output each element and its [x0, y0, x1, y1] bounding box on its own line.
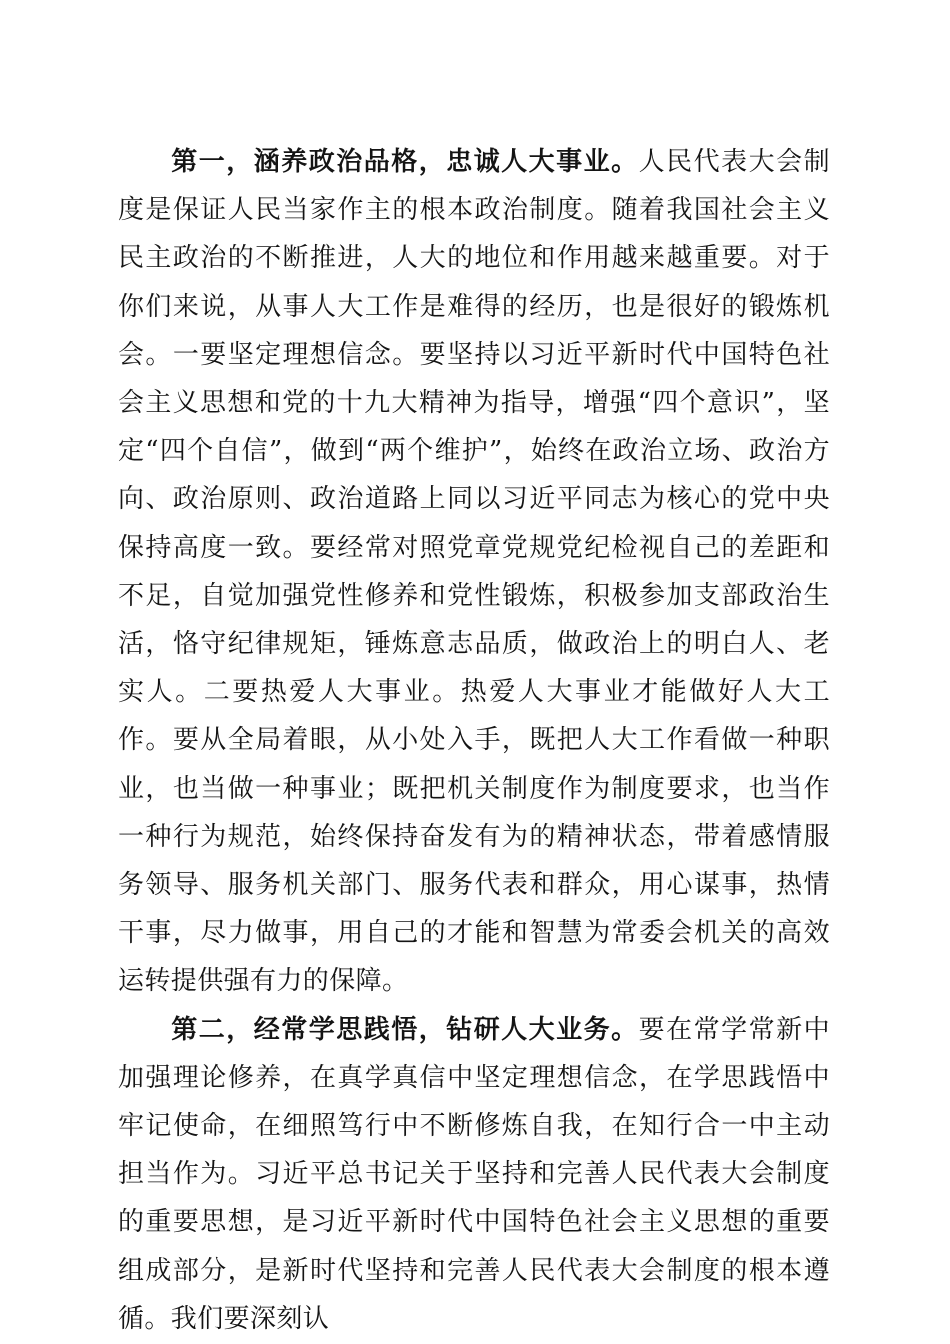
paragraph-2-text: 要在常学常新中加强理论修养，在真学真信中坚定理想信念，在学思践悟中牢记使命，在细照笃行中不断修炼自我，在知行合一中主动担当作为。习近平总书记关于坚持和完善人民代表大会制度的重要思想，是习近平新时代中国特色社会主义思想的重要组成部分，是新时代坚持和完善人民代表大会制度的根本遵循。我们要深刻认: [118, 1014, 830, 1334]
document-body: [118, 138, 830, 1343]
paragraph-1: [118, 138, 830, 1006]
paragraph-1-text: 人民代表大会制度是保证人民当家作主的根本政治制度。随着我国社会主义民主政治的不断推进，人大的地位和作用越来越重要。对于你们来说，从事人大工作是难得的经历，也是很好的锻炼机会。一要坚定理想信念。要坚持以习近平新时代中国特色社会主义思想和党的十九大精神为指导，增强“四个意识”，坚定“四个自信”，做到“两个维护”，始终在政治立场、政治方向、政治原则、政治道路上同以习近平同志为核心的党中央保持高度一致。要经常对照党章党规党纪检视自己的差距和不足，自觉加强党性修养和党性锻炼，积极参加支部政治生活，恪守纪律规矩，锤炼意志品质，做政治上的明白人、老实人。二要热爱人大事业。热爱人大事业才能做好人大工作。要从全局着眼，从小处入手，既把人大工作看做一种职业，也当做一种事业；既把机关制度作为制度要求，也当作一种行为规范，始终保持奋发有为的精神状态，带着感情服务领导、服务机关部门、服务代表和群众，用心谋事，热情干事，尽力做事，用自己的才能和智慧为常委会机关的高效运转提供强有力的保障。: [118, 147, 830, 997]
paragraph-2-heading: 第二，经常学思践悟，钻研人大业务。: [171, 1014, 639, 1045]
paragraph-2: [118, 1006, 830, 1343]
paragraph-1-heading: 第一，涵养政治品格，忠诚人大事业。: [171, 147, 639, 177]
